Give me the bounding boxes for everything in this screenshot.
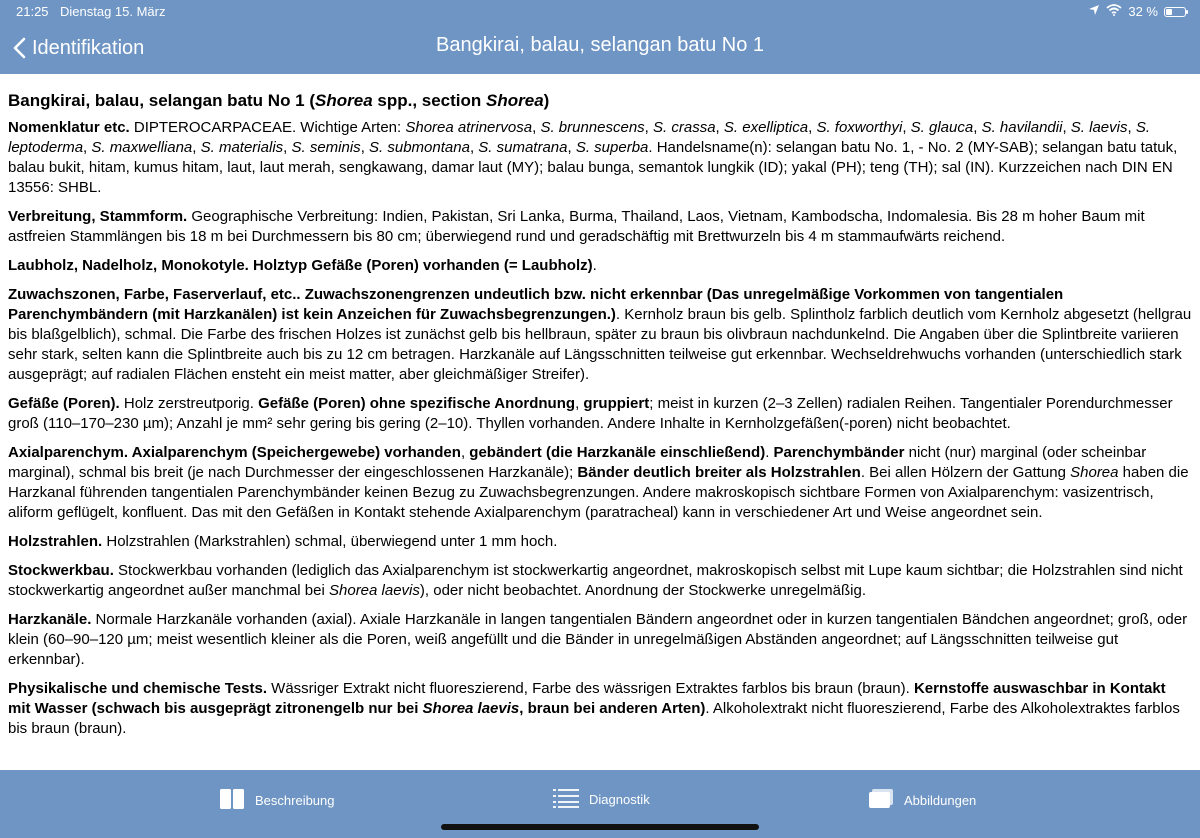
text-run: S. materialis [200,139,284,156]
status-time: 21:25 [16,4,49,19]
page-title: Bangkirai, balau, selangan batu No 1 [435,34,764,56]
text-run: . [765,444,774,461]
text-run: S. laevis [1070,119,1128,136]
text-run: Shorea laevis [422,700,520,717]
description-paragraph [8,394,1192,434]
text-run: Bänder deutlich breiter als Holzstrahlen [577,464,861,481]
text-run: Zuwachszonen, Farbe, Faserverlauf, etc.. Zuwachszonengrenzen undeutlich bzw. nicht erkennbar (Das unregelmäßige Vorkommen von tangentialen Parenchymbändern (mit Harzkanälen) ist kein Anzeichen für Zuwachsbegrenzungen.) [8,286,1064,323]
text-run: Nomenklatur etc. [8,119,130,136]
text-run: S. submontana [369,139,470,156]
text-run: Kernstoffe auswaschbar in Kontakt mit Wasser (schwach bis ausgeprägt zitronengelb nur bei [8,680,1166,717]
text-run: DIPTEROCARPACEAE. Wichtige Arten: [129,119,406,136]
text-run: , [283,139,292,156]
text-run: , [83,139,92,156]
text-run: Stockwerkbau vorhanden (lediglich das Axialparenchym ist stockwerkartig angeordnet, makroskopisch selbst mit Lupe kaum sichtbar; die Holzstrahlen sind nicht stockwerkartig angeordnet außer manchmal bei [8,562,1183,599]
text-run: , [715,119,724,136]
back-button[interactable] [12,33,144,63]
text-run: , [469,139,479,156]
text-run: , [1062,119,1071,136]
text-run: Physikalische und chemische Tests. [8,680,267,697]
text-run: Bangkirai, balau, selangan batu No 1 ( [8,91,316,110]
text-run: , [567,139,576,156]
text-run: S. maxwelliana [91,139,193,156]
book-icon [219,788,245,813]
description-content[interactable] [8,90,1192,770]
description-paragraph [8,610,1192,670]
text-run: Shorea [315,91,373,110]
description-paragraph [8,679,1192,739]
status-date: Dienstag 15. März [60,4,166,19]
tab-label: Abbildungen [904,793,977,808]
tab-label: Beschreibung [255,793,335,808]
text-run: , [460,444,470,461]
text-run: Stockwerkbau. [8,562,114,579]
tab-beschreibung[interactable] [219,788,335,813]
text-run: haben die Harzkanal führenden tangentialen Parenchymbänder keinen Bezug zu Zuwachsbegrenzungen. Andere makroskopisch sichtbare Formen von Axialparenchym: vasizentrisch, aliform geflügelt, konfluent. Das mit den Gefäßen in Kontakt stehende Axialparenchym (paratracheal) kann in verschiedener Art und Weise angeordnet sein. [8,464,1189,521]
text-run: S. crassa [653,119,716,136]
gallery-icon [868,788,894,813]
text-run: S. seminis [291,139,361,156]
description-paragraph [8,532,1192,552]
text-run: Shorea atrinervosa [405,119,533,136]
status-right [1088,4,1186,19]
battery-percent: 32 % [1128,4,1158,19]
article-body [8,118,1192,739]
description-paragraph [8,118,1192,198]
text-run: . Bei allen Hölzern der Gattung [860,464,1071,481]
text-run: , [532,119,541,136]
text-run: S. sumatrana [478,139,568,156]
text-run: , braun bei anderen Arten) [519,700,706,717]
text-run [423,700,520,717]
text-run: Laubholz, Nadelholz, Monokotyle. Holztyp Gefäße (Poren) vorhanden (= Laubholz) [8,257,593,274]
text-run: . Alkoholextrakt nicht fluoreszierend, Farbe des Alkoholextraktes farblos bis braun (braun). [8,700,1180,737]
text-run: S. brunnescens [540,119,645,136]
text-run: Parenchymbänder [773,444,905,461]
wifi-icon [1106,4,1122,19]
text-run: , [192,139,201,156]
text-run: Shorea laevis [329,582,420,599]
text-run: , [644,119,654,136]
description-paragraph [8,443,1192,523]
text-run: . [592,257,597,274]
text-run: Gefäße (Poren) ohne spezifische Anordnung [258,395,576,412]
text-run: Shorea [486,91,544,110]
text-run: Axialparenchym. Axialparenchym (Speichergewebe) vorhanden [8,444,461,461]
text-run: . Kernholz braun bis gelb. Splintholz farblich deutlich vom Kernholz abgesetzt (hellgrau bis blaßgelblich), schmal. Die Farbe des frischen Holzes ist zunächst gelb bis hellbraun, später zu braun bis olivbraun nachdunkelnd. Die Angaben über die Splintbreite variieren sehr stark, selten kann die Splintbreite auch bis zu 12 cm betragen. Harzkanäle auf Längsschnitten teilweise gut erkennbar. Wechseldrehwuchs vorhanden (unterschiedlich stark ausgeprägt; auf radialen Flächen ensteht ein meist matter, aber gleichmäßiger Streifer). [8,306,1192,383]
text-run: S. exelliptica [723,119,809,136]
text-run: nicht (nur) marginal (oder scheinbar marginal), schmal bis breit (je nach Durchmesser der eingeschlossenen Harzkanäle); [8,444,1147,481]
location-icon [1088,4,1100,19]
description-paragraph [8,561,1192,601]
text-run: Normale Harzkanäle vorhanden (axial). Axiale Harzkanäle in langen tangentialen Bändern angeordnet oder in kurzen tangentialen Bändchen angeordnet; groß, oder klein (60–90–120 µm; meist wesentlich kleiner als die Poren, weiß angefüllt und die Bänder in unregelmäßigen Abständen angeordnet; auf Längsschnitten teilweise gut erkennbar). [8,611,1188,668]
text-run: Harzkanäle. [8,611,92,628]
text-run: S. havilandii [981,119,1063,136]
navigation-bar [0,0,1200,74]
description-paragraph [8,256,1192,276]
text-run: ), oder nicht beobachtet. Anordnung der Stockwerke unregelmäßig. [419,582,866,599]
text-run: Holz zerstreutporig. [119,395,259,412]
list-icon [553,788,579,811]
text-run: , [973,119,982,136]
tab-label: Diagnostik [589,792,650,807]
description-paragraph [8,207,1192,247]
battery-icon [1164,7,1186,17]
description-paragraph [8,285,1192,385]
text-run: Holzstrahlen. [8,533,103,550]
text-run: S. leptoderma [8,119,1151,156]
text-run: . Handelsname(n): selangan batu No. 1, - No. 2 (MY-SAB); selangan batu tatuk, balau bukit, hitam, kumus hitam, laut, laut merah, sengkawang, damar laut (MY); balau bunga, semantok lungkik (ID); yakal (PH); teng (TH); sal (IN). Kurzzeichen nach DIN EN 13556: SHBL. [8,139,1178,196]
text-run: Gefäße (Poren). [8,395,120,412]
text-run: spp., section [372,91,487,110]
text-run: S. foxworthyi [816,119,903,136]
text-run: S. superba [575,139,649,156]
text-run: gruppiert [583,395,650,412]
text-run: Wässriger Extrakt nicht fluoreszierend, Farbe des wässrigen Extraktes farblos bis braun (braun). [267,680,914,697]
chevron-left-icon [12,37,26,59]
text-run: gebändert (die Harzkanäle einschließend) [469,444,766,461]
text-run: , [1127,119,1136,136]
status-bar [0,4,1200,20]
text-run: Shorea [1070,464,1119,481]
text-run: Geographische Verbreitung: Indien, Pakistan, Sri Lanka, Burma, Thailand, Laos, Vietnam, Kambodscha, Indomalesia. Bis 28 m hoher Baum mit astfreien Stammlängen bis 18 m bei Durchmessern bis 80 cm; überwiegend rund und geradschäftig mit Brettwurzeln bis 4 m stammaufwärts reichend. [8,208,1145,245]
text-run: , [808,119,817,136]
back-button-label: Identifikation [32,36,145,59]
text-run: ; meist in kurzen (2–3 Zellen) radialen Reihen. Tangentialer Porendurchmesser groß (110–170–230 µm); Anzahl je mm² sehr gering bis gering (2–10). Thyllen vorhanden. Andere Inhalte in Kernholzgefäßen(-poren) nicht beobachtet. [8,395,1173,432]
article-heading [8,90,1192,112]
tab-diagnostik[interactable] [553,788,650,811]
text-run: ) [543,91,550,110]
home-indicator[interactable] [441,824,759,830]
text-run: , [902,119,911,136]
text-run: Holzstrahlen (Markstrahlen) schmal, überwiegend unter 1 mm hoch. [102,533,558,550]
text-run: S. glauca [910,119,974,136]
tab-abbildungen[interactable] [868,788,976,813]
text-run: , [360,139,370,156]
text-run: , [575,395,584,412]
text-run: Verbreitung, Stammform. [8,208,188,225]
